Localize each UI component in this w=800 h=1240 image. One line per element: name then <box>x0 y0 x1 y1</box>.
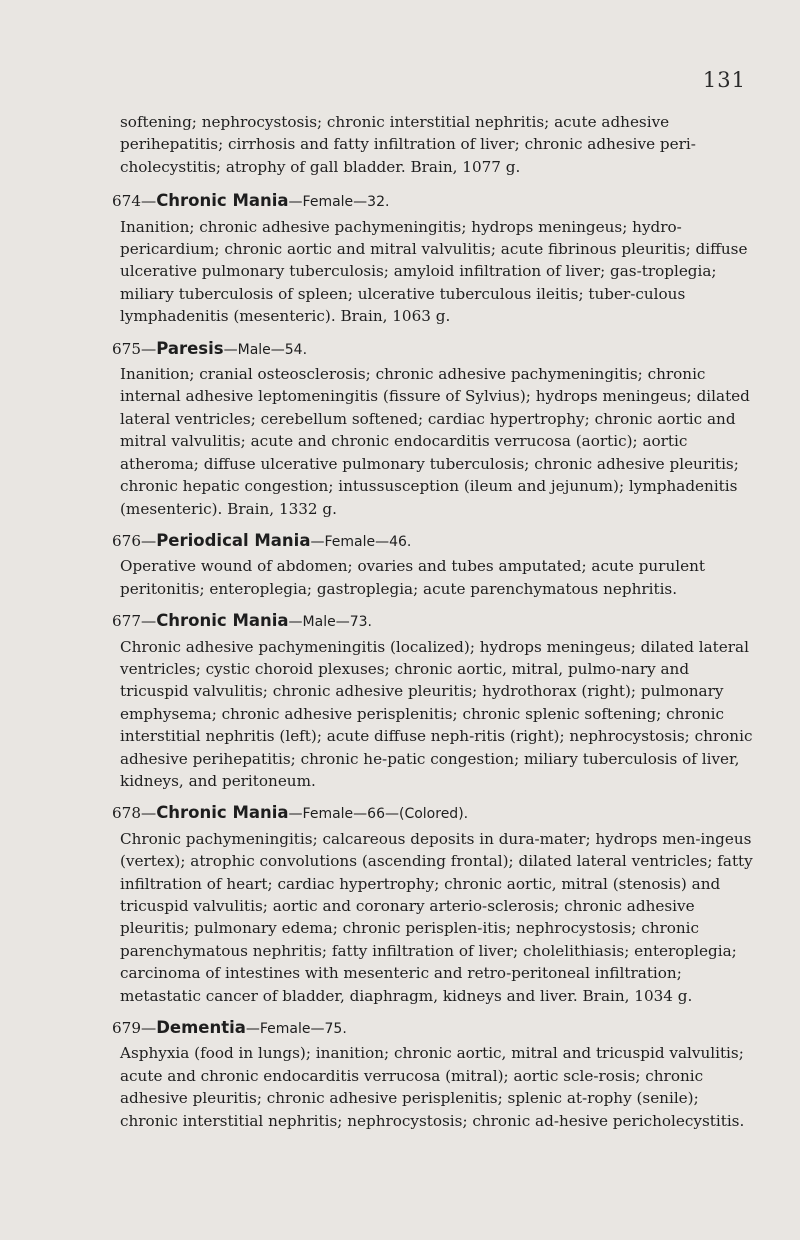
case-header <box>112 802 760 825</box>
case-diagnosis: Dementia <box>156 1018 246 1038</box>
case-header <box>112 190 760 213</box>
page-content <box>112 111 760 1142</box>
case-entry-676 <box>112 530 760 600</box>
page-number: 131 <box>702 68 746 92</box>
case-findings: Operative wound of abdomen; ovaries and tubes amputated; acute purulent peritonitis; enteroplegia; gastroplegia; acute parenchymatous nephritis. <box>120 557 705 598</box>
case-patient-info: —Male—54. <box>223 341 308 358</box>
case-number: 674— <box>112 192 157 211</box>
case-diagnosis: Chronic Mania <box>156 611 289 631</box>
case-patient-info: —Male—73. <box>288 614 372 631</box>
case-findings: Chronic pachymeningitis; calcareous deposits in dura-mater; hydrops men-ingeus (vertex); atrophic convolutions (ascending frontal); dilated lateral ventricles; fatty infiltration of heart; cardiac hypertrophy; chronic aortic, mitral (stenosis) and tricuspid valvulitis; aortic and coronary arterio-sclerosis; chronic adhesive pleuritis; pulmonary edema; chronic perisplen-itis; nephrocystosis; chronic parenchymatous nephritis; fatty infiltration of liver; cholelithiasis; enteroplegia; carcinoma of intestines with mesenteric and retro-peritoneal infiltration; metastatic cancer of bladder, diaphragm, kidneys and liver. Brain, 1034 g. <box>120 829 753 1005</box>
case-patient-info: —Female—75. <box>245 1021 347 1038</box>
case-entry-678 <box>112 802 760 1007</box>
case-patient-info: —Female—32. <box>288 194 390 211</box>
case-patient-info: —Female—66—(Colored). <box>288 806 469 823</box>
continued-paragraph: softening; nephrocystosis; chronic interstitial nephritis; acute adhesive perihepatitis; cirrhosis and fatty infiltration of liver; chronic adhesive peri-cholecystitis; atrophy of gall bladder. Brain, 1077 g. <box>120 113 696 176</box>
case-patient-info: —Female—46. <box>310 533 412 550</box>
case-entry-677 <box>112 610 760 792</box>
case-number: 679— <box>112 1019 157 1038</box>
case-header <box>112 530 760 553</box>
case-entry-674 <box>112 190 760 327</box>
case-diagnosis: Chronic Mania <box>156 191 289 211</box>
case-number: 678— <box>112 804 157 823</box>
case-diagnosis: Periodical Mania <box>156 530 311 550</box>
case-header <box>112 338 760 361</box>
case-number: 675— <box>112 339 157 358</box>
case-findings: Inanition; chronic adhesive pachymeningitis; hydrops meningeus; hydro-pericardium; chronic aortic and mitral valvulitis; acute fibrinous pleuritis; diffuse ulcerative pulmonary tuberculosis; amyloid infiltration of liver; gas-troplegia; miliary tuberculosis of spleen; ulcerative tuberculous ileitis; tuber-culous lymphadenitis (mesenteric). Brain, 1063 g. <box>120 217 748 326</box>
case-number: 676— <box>112 531 157 550</box>
case-diagnosis: Paresis <box>156 338 224 358</box>
case-findings: Inanition; cranial osteosclerosis; chronic adhesive pachymeningitis; chronic internal adhesive leptomeningitis (fissure of Sylvius); hydrops meningeus; dilated lateral ventricles; cerebellum softened; cardiac hypertrophy; chronic aortic and mitral valvulitis; acute and chronic endocarditis verrucosa (aortic); aortic atheroma; diffuse ulcerative pulmonary tuberculosis; chronic adhesive pleuritis; chronic hepatic congestion; intussusception (ileum and jejunum); lymphadenitis (mesenteric). Brain, 1332 g. <box>120 365 750 518</box>
case-header <box>112 1017 760 1040</box>
case-header <box>112 610 760 633</box>
case-findings: Asphyxia (food in lungs); inanition; chronic aortic, mitral and tricuspid valvulitis; acute and chronic endocarditis verrucosa (mitral); aortic scle-rosis; chronic adhesive pleuritis; chronic adhesive perisplenitis; splenic at-rophy (senile); chronic interstitial nephritis; nephrocystosis; chronic ad-hesive pericholecystitis. <box>120 1044 745 1130</box>
case-findings: Chronic adhesive pachymeningitis (localized); hydrops meningeus; dilated lateral ventricles; cystic choroid plexuses; chronic aortic, mitral, pulmo-nary and tricuspid valvulitis; chronic adhesive pleuritis; hydrothorax (right); pulmonary emphysema; chronic adhesive perisplenitis; chronic splenic softening; chronic interstitial nephritis (left); acute diffuse neph-ritis (right); nephrocystosis; chronic adhesive perihepatitis; chronic he-patic congestion; miliary tuberculosis of liver, kidneys, and peritoneum. <box>120 637 753 790</box>
case-entry-679 <box>112 1017 760 1132</box>
case-entry-675 <box>112 338 760 520</box>
case-number: 677— <box>112 612 157 631</box>
case-diagnosis: Chronic Mania <box>156 803 289 823</box>
